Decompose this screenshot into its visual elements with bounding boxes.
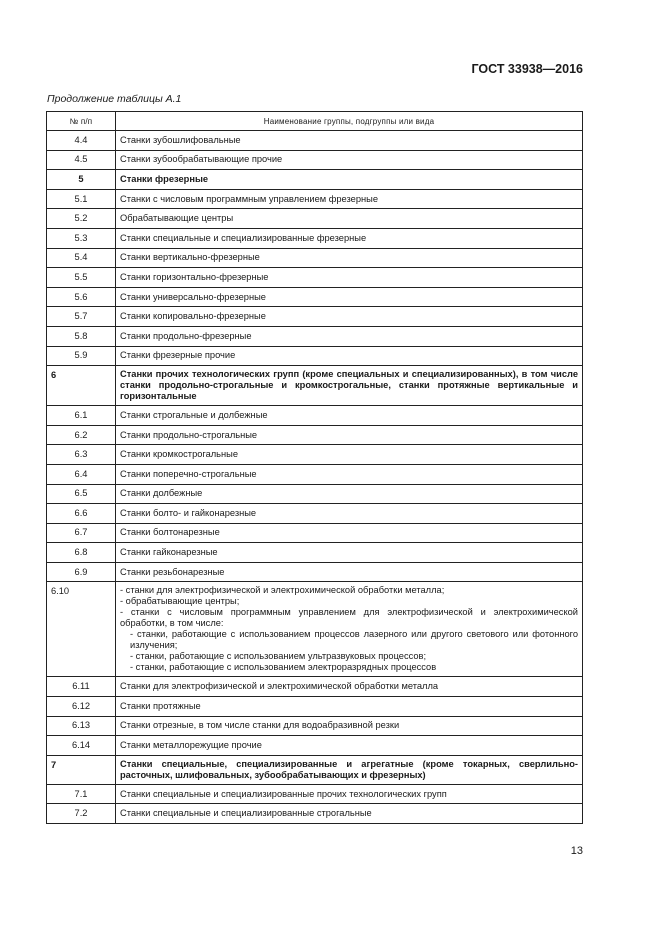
row-number: 5.1 (47, 189, 116, 209)
row-number: 6.4 (47, 464, 116, 484)
table-row-group (47, 755, 583, 784)
row-name: Станки горизонтально-фрезерные (116, 268, 583, 288)
table-row (47, 326, 583, 346)
row-name: Станки строгальные и долбежные (116, 406, 583, 426)
row-name: Станки долбежные (116, 484, 583, 504)
row-number: 6.11 (47, 677, 116, 697)
table-row (47, 425, 583, 445)
row-name: Обрабатывающие центры (116, 209, 583, 229)
row-number: 7.2 (47, 804, 116, 824)
row-name: Станки отрезные, в том числе станки для водоабразивной резки (116, 716, 583, 736)
row-number: 6.6 (47, 504, 116, 524)
table-row-group (47, 366, 583, 406)
row-number: 5.6 (47, 287, 116, 307)
row-number: 6.8 (47, 543, 116, 563)
list-item: - станки для электрофизической и электрохимической обработки металла; (120, 585, 445, 596)
list-subitem: - станки, работающие с использованием электроразрядных процессов (130, 662, 437, 673)
table-row (47, 346, 583, 366)
row-number: 5.4 (47, 248, 116, 268)
row-number: 5 (47, 170, 116, 190)
table-row (47, 268, 583, 288)
table-row (47, 562, 583, 582)
table-row (47, 307, 583, 327)
row-number: 5.8 (47, 326, 116, 346)
row-number: 5.5 (47, 268, 116, 288)
table-row (47, 131, 583, 151)
table-row (47, 209, 583, 229)
row-number: 7.1 (47, 784, 116, 804)
row-name: Станки прочих технологических групп (кроме специальных и специализированных), в том числе станки продольно-строгальные и кромкострогальные, станки протяжные вертикальные и горизонтальные (116, 366, 583, 406)
table-row (47, 464, 583, 484)
column-header-name: Наименование группы, подгруппы или вида (116, 112, 583, 131)
table-row (47, 804, 583, 824)
row-name: Станки резьбонарезные (116, 562, 583, 582)
row-name: Станки поперечно-строгальные (116, 464, 583, 484)
row-name: Станки зубошлифовальные (116, 131, 583, 151)
row-name: Станки гайконарезные (116, 543, 583, 563)
row-number: 4.5 (47, 150, 116, 170)
list-item: - обрабатывающие центры; (120, 596, 240, 607)
row-number: 6.12 (47, 697, 116, 717)
row-name: Станки болто- и гайконарезные (116, 504, 583, 524)
row-number: 6.5 (47, 484, 116, 504)
row-name: Станки фрезерные (116, 170, 583, 190)
table-row (47, 543, 583, 563)
table-row (47, 504, 583, 524)
table-row (47, 248, 583, 268)
row-name: Станки продольно-фрезерные (116, 326, 583, 346)
row-name: Станки зубообрабатывающие прочие (116, 150, 583, 170)
row-number: 6.14 (47, 736, 116, 756)
table-row (47, 484, 583, 504)
table-row (47, 150, 583, 170)
row-number: 6.2 (47, 425, 116, 445)
row-name: Станки фрезерные прочие (116, 346, 583, 366)
table-row (47, 697, 583, 717)
classification-table (46, 111, 583, 824)
table-row (47, 582, 583, 677)
table-row (47, 784, 583, 804)
row-name: Станки протяжные (116, 697, 583, 717)
row-number: 5.9 (47, 346, 116, 366)
row-number: 5.3 (47, 228, 116, 248)
table-caption: Продолжение таблицы А.1 (47, 93, 182, 105)
table-row (47, 189, 583, 209)
row-name: Станки специальные, специализированные и агрегатные (кроме токарных, сверлильно-расточных, шлифовальных, зубообрабатывающих и фрезерных) (116, 755, 583, 784)
table-row (47, 716, 583, 736)
row-name: Станки специальные и специализированные фрезерные (116, 228, 583, 248)
table-row (47, 406, 583, 426)
document-code: ГОСТ 33938—2016 (471, 62, 583, 76)
row-number: 6.10 (47, 582, 116, 677)
column-header-number: № п/п (47, 112, 116, 131)
row-name (116, 582, 583, 677)
row-number: 4.4 (47, 131, 116, 151)
list-item: - станки с числовым программным управлением для электрофизической и электрохимической обработки, в том числе: (120, 607, 578, 629)
row-number: 5.2 (47, 209, 116, 229)
row-name: Станки вертикально-фрезерные (116, 248, 583, 268)
row-number: 6.1 (47, 406, 116, 426)
list-subitem: - станки, работающие с использованием процессов лазерного или другого светового или фотонного излучения; (130, 629, 578, 651)
table-row (47, 736, 583, 756)
row-number: 6.7 (47, 523, 116, 543)
table-row (47, 228, 583, 248)
row-name: Станки продольно-строгальные (116, 425, 583, 445)
row-number: 6.13 (47, 716, 116, 736)
list-subitem: - станки, работающие с использованием ультразвуковых процессов; (130, 651, 427, 662)
row-number: 6.3 (47, 445, 116, 465)
row-name: Станки с числовым программным управлением фрезерные (116, 189, 583, 209)
table-row (47, 287, 583, 307)
table-row (47, 445, 583, 465)
row-number: 7 (47, 755, 116, 784)
table-row-group (47, 170, 583, 190)
row-name: Станки специальные и специализированные строгальные (116, 804, 583, 824)
table-row (47, 523, 583, 543)
row-number: 5.7 (47, 307, 116, 327)
row-name: Станки болтонарезные (116, 523, 583, 543)
table-header-row (47, 112, 583, 131)
table-row (47, 677, 583, 697)
row-name: Станки для электрофизической и электрохимической обработки металла (116, 677, 583, 697)
row-name: Станки кромкострогальные (116, 445, 583, 465)
page-number: 13 (570, 845, 583, 857)
row-number: 6.9 (47, 562, 116, 582)
row-number: 6 (47, 366, 116, 406)
row-name: Станки специальные и специализированные прочих технологических групп (116, 784, 583, 804)
row-name: Станки копировально-фрезерные (116, 307, 583, 327)
row-name: Станки металлорежущие прочие (116, 736, 583, 756)
row-name: Станки универсально-фрезерные (116, 287, 583, 307)
